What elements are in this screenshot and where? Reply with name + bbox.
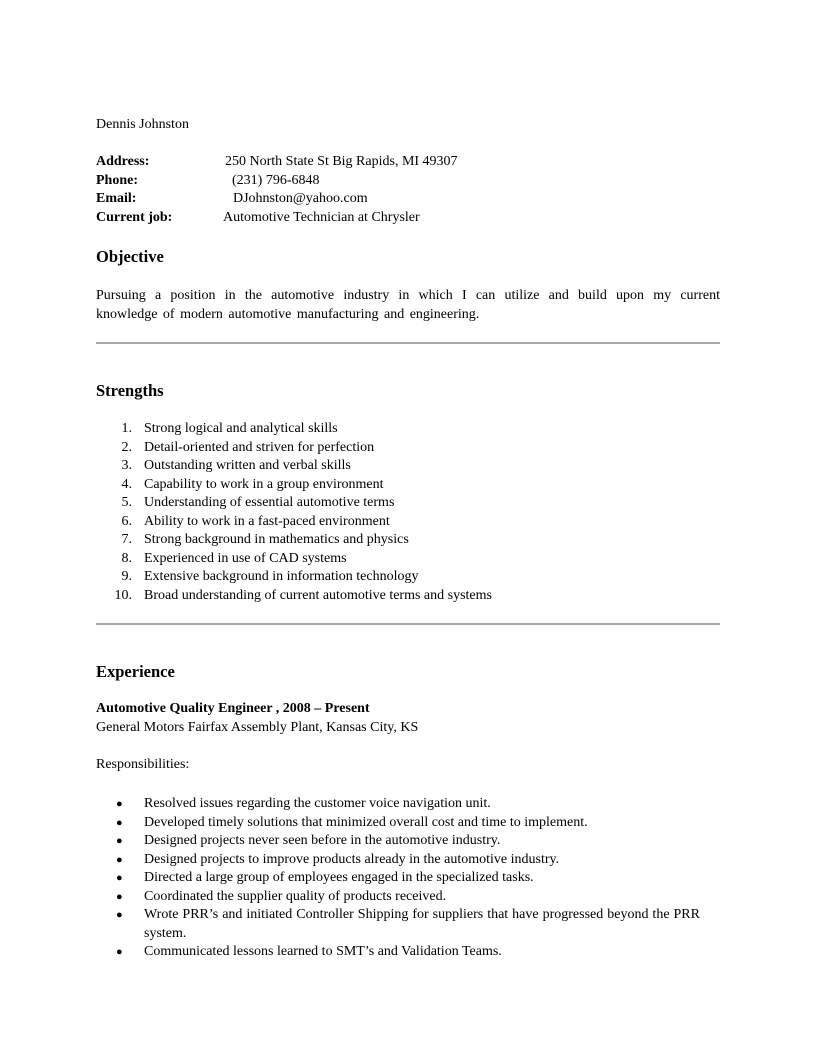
- responsibilities-list: [96, 795, 700, 962]
- phone-value: (231) 796-6848: [232, 172, 320, 188]
- strength-text: Outstanding written and verbal skills: [144, 458, 351, 473]
- experience-heading: Experience: [96, 662, 175, 681]
- bullet-icon: ●: [116, 798, 123, 810]
- responsibility-item: [96, 814, 700, 833]
- contact-block: [96, 153, 720, 227]
- strength-item: [96, 439, 720, 458]
- strength-number: 1.: [121, 421, 132, 436]
- current-job-value: Automotive Technician at Chrysler: [223, 209, 420, 225]
- strength-number: 10.: [114, 587, 132, 603]
- strength-text: Experienced in use of CAD systems: [144, 550, 347, 566]
- email-label: Email:: [96, 191, 137, 206]
- responsibility-item: [96, 832, 700, 851]
- strengths-heading: Strengths: [96, 381, 164, 400]
- strength-number: 7.: [121, 532, 132, 547]
- strength-item: [96, 513, 720, 532]
- strength-item: [96, 457, 720, 476]
- strength-item: [96, 420, 720, 439]
- current-job-label: Current job:: [96, 209, 173, 225]
- strength-item: [96, 550, 720, 569]
- strength-number: 6.: [121, 513, 132, 529]
- bullet-icon: ●: [116, 816, 123, 829]
- section-divider: [96, 342, 720, 344]
- strength-number: 5.: [121, 495, 132, 510]
- responsibility-text: Resolved issues regarding the customer voice navigation unit.: [144, 796, 491, 811]
- strength-text: Broad understanding of current automotive terms and systems: [144, 587, 492, 603]
- strength-number: 8.: [121, 550, 132, 566]
- responsibility-text: Directed a large group of employees engaged in the specialized tasks.: [144, 870, 534, 885]
- responsibility-item: [96, 851, 700, 870]
- responsibility-item: [96, 869, 700, 888]
- strength-text: Strong logical and analytical skills: [144, 421, 338, 436]
- strength-text: Capability to work in a group environment: [144, 476, 384, 492]
- responsibility-item: [96, 906, 700, 943]
- phone-row: [96, 172, 720, 191]
- strength-item: [96, 494, 720, 513]
- bullet-icon: ●: [116, 909, 123, 921]
- strength-text: Strong background in mathematics and physics: [144, 532, 409, 547]
- strength-number: 3.: [121, 458, 132, 473]
- responsibility-text: Wrote PRR’s and initiated Controller Shipping for suppliers that have progressed beyond the PRR system.: [144, 907, 700, 941]
- strengths-list: [96, 420, 720, 605]
- bullet-icon: ●: [116, 853, 123, 866]
- strength-number: 4.: [121, 476, 132, 492]
- address-value: 250 North State St Big Rapids, MI 49307: [225, 154, 458, 169]
- strength-item: [96, 587, 720, 606]
- objective-text: Pursuing a position in the automotive industry in which I can utilize and build upon my current knowledge of modern automotive manufacturing and engineering.: [96, 288, 720, 322]
- bullet-icon: ●: [116, 835, 123, 847]
- email-value: DJohnston@yahoo.com: [233, 191, 368, 206]
- candidate-name: Dennis Johnston: [96, 117, 189, 132]
- responsibility-text: Designed projects to improve products already in the automotive industry.: [144, 851, 560, 867]
- strength-item: [96, 568, 720, 587]
- strength-text: Ability to work in a fast-paced environment: [144, 513, 390, 529]
- strength-item: [96, 531, 720, 550]
- bullet-icon: ●: [116, 872, 123, 884]
- strength-text: Extensive background in information technology: [144, 569, 419, 584]
- responsibility-text: Developed timely solutions that minimized overall cost and time to implement.: [144, 814, 588, 830]
- bullet-icon: ●: [116, 946, 123, 958]
- strength-number: 2.: [121, 439, 132, 455]
- responsibility-text: Designed projects never seen before in the automotive industry.: [144, 833, 501, 848]
- phone-label: Phone:: [96, 172, 138, 188]
- responsibilities-label: Responsibilities:: [96, 757, 190, 772]
- email-row: [96, 190, 720, 209]
- strength-item: [96, 476, 720, 495]
- strength-number: 9.: [121, 569, 132, 584]
- section-divider: [96, 623, 720, 625]
- responsibility-item: [96, 795, 700, 814]
- responsibility-text: Communicated lessons learned to SMT’s and Validation Teams.: [144, 944, 502, 959]
- current-job-row: [96, 209, 720, 228]
- responsibility-item: [96, 943, 700, 962]
- responsibility-text: Coordinated the supplier quality of products received.: [144, 888, 447, 904]
- job-title: Automotive Quality Engineer , 2008 – Present: [96, 701, 370, 716]
- strength-text: Detail-oriented and striven for perfection: [144, 439, 375, 455]
- bullet-icon: ●: [116, 890, 123, 903]
- strength-text: Understanding of essential automotive terms: [144, 495, 395, 510]
- address-row: [96, 153, 720, 172]
- address-label: Address:: [96, 154, 150, 169]
- objective-heading: Objective: [96, 247, 164, 266]
- job-company: General Motors Fairfax Assembly Plant, Kansas City, KS: [96, 720, 419, 735]
- responsibility-item: [96, 888, 700, 907]
